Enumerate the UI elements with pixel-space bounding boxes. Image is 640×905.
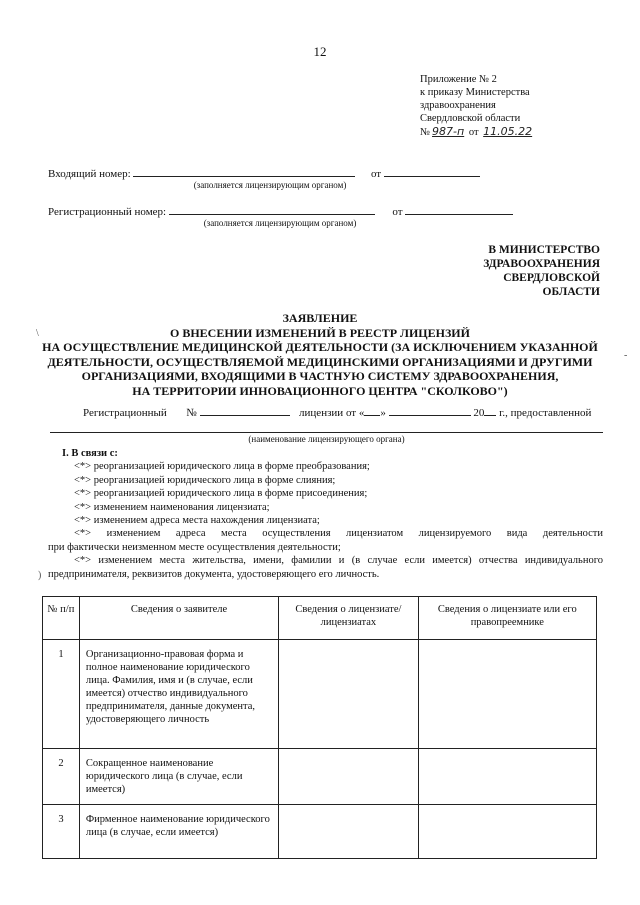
license-year-field[interactable] xyxy=(484,405,496,416)
incoming-date-label: от xyxy=(370,168,382,180)
appendix-order-line xyxy=(420,125,534,139)
header-num: № п/п xyxy=(43,597,80,640)
row-num: 1 xyxy=(43,640,80,749)
incoming-number-field[interactable] xyxy=(133,166,355,177)
title-line-6: НА ТЕРРИТОРИИ ИННОВАЦИОННОГО ЦЕНТРА "СКОЛКОВО") xyxy=(132,383,508,398)
row-label: Организационно-правовая форма и полное наименование юридического лица. Фамилия, имя и (в случае, если имеется) отчество индивидуального предпринимателя, данные документа, удостоверяющего личность xyxy=(79,640,278,749)
registration-number-label: Регистрационный номер: xyxy=(48,206,167,218)
title-line-3: НА ОСУЩЕСТВЛЕНИЕ МЕДИЦИНСКОЙ ДЕЯТЕЛЬНОСТИ (ЗА ИСКЛЮЧЕНИЕМ УКАЗАННОЙ xyxy=(42,340,598,354)
applicant-info-table xyxy=(42,596,597,859)
title-line-1: ЗАЯВЛЕНИЕ xyxy=(282,311,358,325)
reason-item: <*> реорганизацией юридического лица в форме слияния; xyxy=(74,474,336,486)
header-licensee: Сведения о лицензиате/лицензиатах xyxy=(279,597,418,640)
page-number: 12 xyxy=(313,44,327,59)
registration-number-hint: (заполняется лицензирующим органом) xyxy=(203,218,357,228)
row-num: 2 xyxy=(43,749,80,805)
registration-date-field[interactable] xyxy=(405,204,513,215)
addressee-block xyxy=(440,243,600,299)
licenses-from-label: лицензии от xyxy=(299,407,357,419)
scan-mark-left-lower: ) xyxy=(38,570,42,581)
licensee-cell[interactable] xyxy=(279,640,418,749)
appendix-block xyxy=(420,73,534,139)
document-title xyxy=(30,311,610,398)
order-number: 987-п xyxy=(432,125,465,138)
row-label: Фирменное наименование юридического лица (в случае, если имеется) xyxy=(79,805,278,859)
reason-item-7-line-1: <*> изменением места жительства, имени, фамилии и (в случае если имеется) отчества индивидуального xyxy=(74,555,603,567)
reason-item-6-line-2: при фактически неизменном месте осуществления деятельности; xyxy=(48,541,341,553)
license-day-field[interactable] xyxy=(364,405,380,416)
licensee-cell[interactable] xyxy=(279,749,418,805)
title-line-5: ОРГАНИЗАЦИЯМИ, ВХОДЯЩИМИ В ЧАСТНУЮ СИСТЕМУ ЗДРАВООХРАНЕНИЯ, xyxy=(81,369,559,383)
order-date-prefix: от xyxy=(468,127,479,138)
section-heading: I. В связи с: xyxy=(62,448,118,459)
licensing-body-hint: (наименование лицензирующего органа) xyxy=(248,434,405,444)
reg-number-field[interactable] xyxy=(200,405,290,416)
registration-date-label: от xyxy=(392,206,403,218)
appendix-line-1: Приложение № 2 xyxy=(420,74,497,85)
addressee-line-4: ОБЛАСТИ xyxy=(542,286,600,298)
license-month-field[interactable] xyxy=(389,405,471,416)
addressee-line-1: В МИНИСТЕРСТВО xyxy=(488,244,600,256)
order-num-prefix: № xyxy=(420,127,431,138)
registration-number-field[interactable] xyxy=(169,204,375,215)
appendix-line-3: здравоохранения xyxy=(420,100,496,111)
reg-num-sign: № xyxy=(186,407,197,419)
header-applicant: Сведения о заявителе xyxy=(79,597,278,640)
table-row xyxy=(43,805,597,859)
incoming-number-hint: (заполняется лицензирующим органом) xyxy=(193,180,347,190)
incoming-number-label: Входящий номер: xyxy=(48,168,131,180)
reason-item-6-line-1: <*> изменением адреса места осуществления лицензиатом лицензируемого вида деятельности xyxy=(74,528,603,540)
year-suffix: г., предоставленной xyxy=(499,407,592,419)
licensee-cell[interactable] xyxy=(279,805,418,859)
order-date: 11.05.22 xyxy=(483,125,533,138)
title-line-2: О ВНЕСЕНИИ ИЗМЕНЕНИЙ В РЕЕСТР ЛИЦЕНЗИЙ xyxy=(170,325,470,340)
table-row xyxy=(43,640,597,749)
scan-mark-right: - xyxy=(624,350,628,361)
reason-item: <*> изменением адреса места нахождения лицензиата; xyxy=(74,515,320,527)
table-row xyxy=(43,749,597,805)
year-prefix: 20 xyxy=(473,407,485,419)
quote-close: » xyxy=(380,407,386,419)
reason-item: <*> изменением наименования лицензиата; xyxy=(74,501,270,513)
reason-item: <*> реорганизацией юридического лица в форме присоединения; xyxy=(74,488,368,500)
addressee-line-3: СВЕРДЛОВСКОЙ xyxy=(503,272,600,284)
row-num: 3 xyxy=(43,805,80,859)
registration-license-line xyxy=(83,405,591,419)
table-header-row xyxy=(43,597,597,640)
appendix-line-2: к приказу Министерства xyxy=(420,87,530,98)
reason-item: <*> реорганизацией юридического лица в форме преобразования; xyxy=(74,461,370,473)
header-successor: Сведения о лицензиате или его правопреемнике xyxy=(418,597,596,640)
quote-open: « xyxy=(358,407,365,419)
appendix-line-4: Свердловской области xyxy=(420,113,521,124)
successor-cell[interactable] xyxy=(418,749,596,805)
incoming-number-row xyxy=(48,166,480,180)
title-line-4: ДЕЯТЕЛЬНОСТИ, ОСУЩЕСТВЛЯЕМОЙ МЕДИЦИНСКИМИ ОРГАНИЗАЦИЯМИ И ДРУГИМИ xyxy=(47,354,593,369)
reason-item-7-line-2: предпринимателя, реквизитов документа, удостоверяющего его личность. xyxy=(48,568,380,580)
registration-number-row xyxy=(48,204,513,218)
section-reasons xyxy=(48,447,603,581)
licensing-body-field[interactable] xyxy=(50,432,603,433)
reg-label: Регистрационный xyxy=(83,407,167,419)
row-label: Сокращенное наименование юридического лица (в случае, если имеется) xyxy=(79,749,278,805)
incoming-date-field[interactable] xyxy=(384,166,480,177)
successor-cell[interactable] xyxy=(418,805,596,859)
addressee-line-2: ЗДРАВООХРАНЕНИЯ xyxy=(483,258,600,270)
successor-cell[interactable] xyxy=(418,640,596,749)
scan-mark-left: \ xyxy=(36,328,39,339)
